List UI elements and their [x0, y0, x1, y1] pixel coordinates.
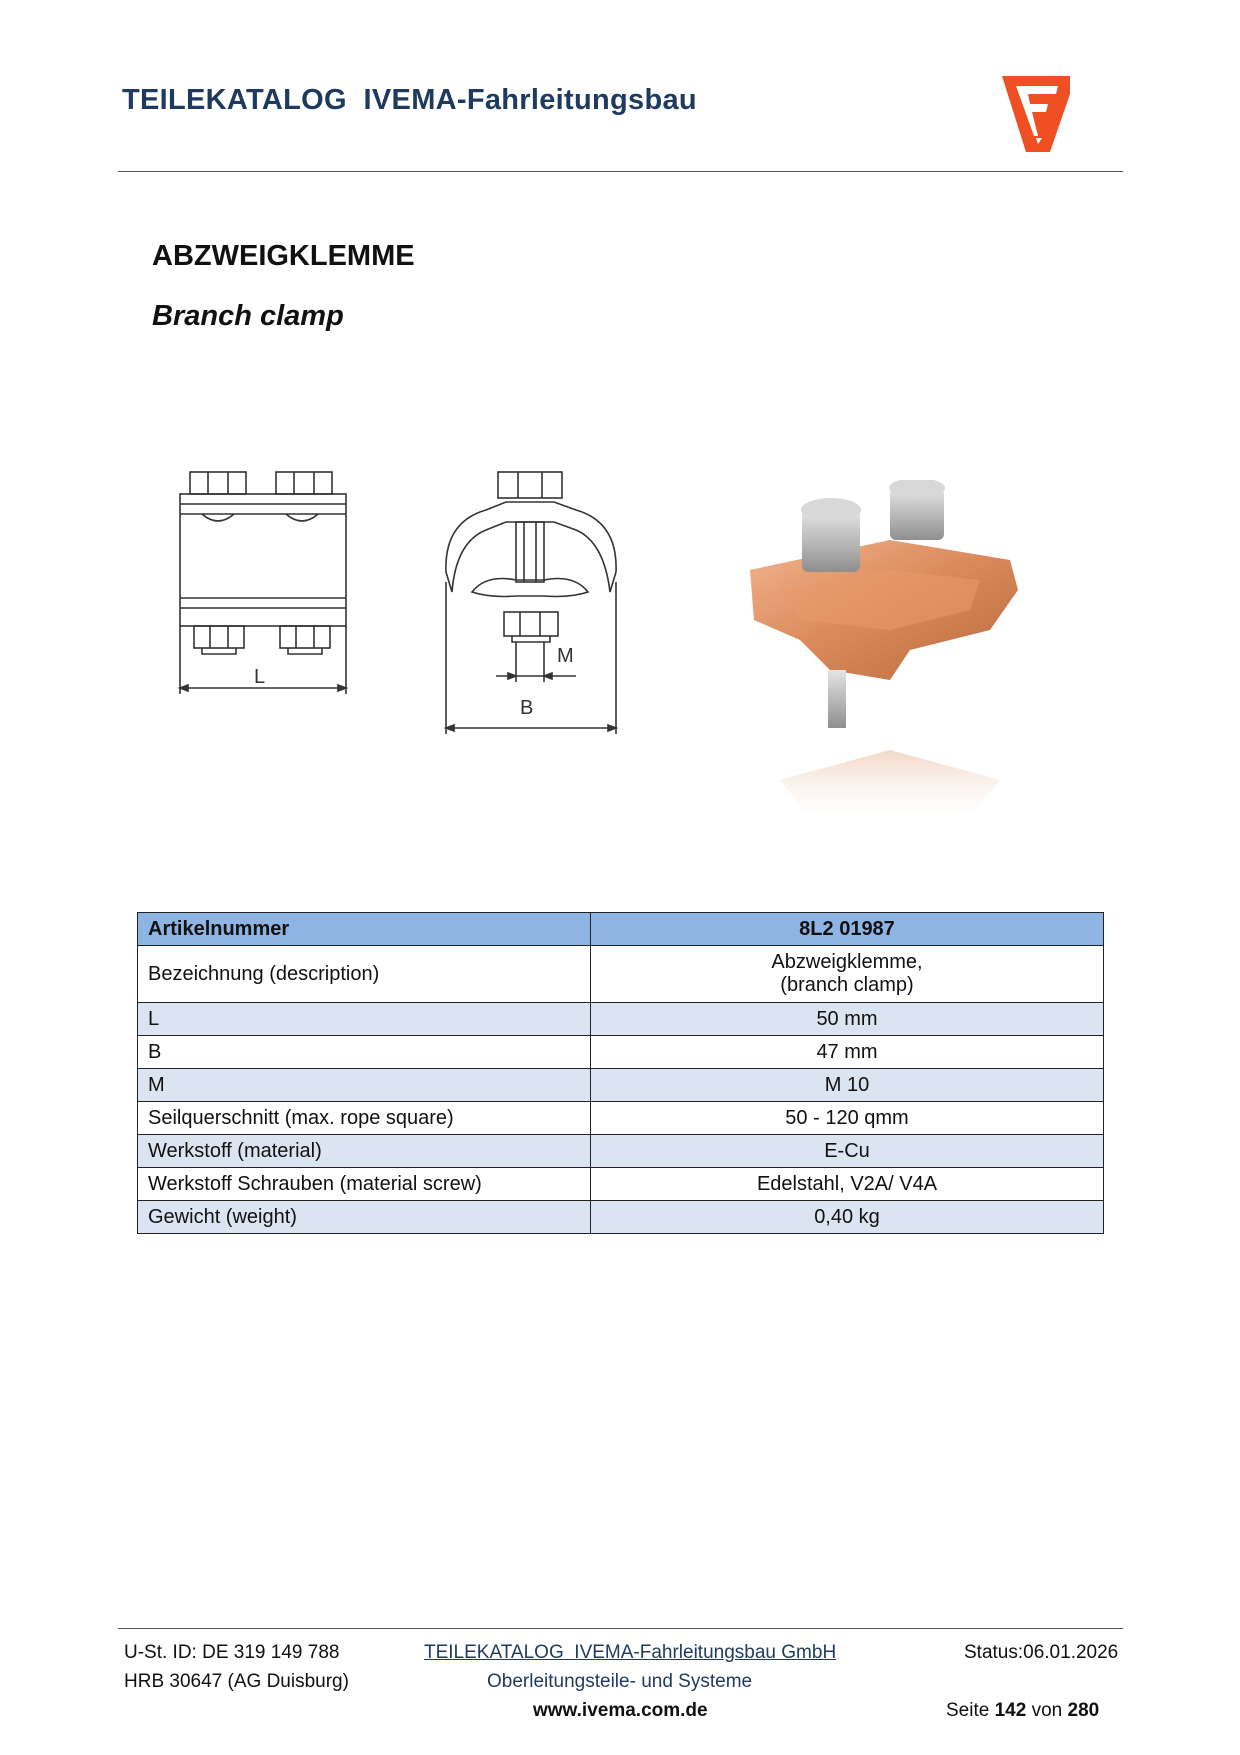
catalog-title: TEILEKATALOG IVEMA-Fahrleitungsbau: [122, 84, 697, 116]
article-number-label: Artikelnummer: [138, 913, 591, 946]
footer-divider: [118, 1628, 1123, 1629]
table-row: [138, 946, 1104, 1003]
row-label: Gewicht (weight): [138, 1201, 591, 1234]
page-prefix: Seite: [946, 1700, 990, 1721]
description-value: [591, 946, 1104, 1003]
dimension-label-m: M: [557, 645, 574, 667]
hrb-number: HRB 30647 (AG Duisburg): [124, 1671, 349, 1692]
dimension-label-b: B: [520, 697, 534, 719]
row-label: M: [138, 1069, 591, 1102]
header-divider: [118, 171, 1123, 172]
product-photo: [740, 480, 1040, 880]
page-current: 142: [994, 1700, 1027, 1721]
description-value-line1: Abzweigklemme,: [771, 951, 923, 973]
status-date: Status:06.01.2026: [964, 1642, 1119, 1663]
table-row: [138, 1036, 1104, 1069]
row-label: Seilquerschnitt (max. rope square): [138, 1102, 591, 1135]
product-title-en: Branch clamp: [152, 300, 344, 332]
ivema-logo: [996, 66, 1076, 158]
page-sep: von: [1031, 1700, 1063, 1721]
spec-table: [137, 912, 1104, 1234]
product-title-de: ABZWEIGKLEMME: [152, 240, 415, 272]
website[interactable]: www.ivema.com.de: [533, 1700, 708, 1721]
table-row: [138, 1102, 1104, 1135]
table-header-row: [138, 913, 1104, 946]
table-row: [138, 1135, 1104, 1168]
catalog-link[interactable]: TEILEKATALOG IVEMA-Fahrleitungsbau GmbH: [424, 1642, 837, 1663]
row-label: Werkstoff Schrauben (material screw): [138, 1168, 591, 1201]
table-row: [138, 1201, 1104, 1234]
dimension-label-l: L: [254, 666, 266, 688]
row-value: 47 mm: [591, 1036, 1104, 1069]
article-number-value: 8L2 01987: [591, 913, 1104, 946]
row-value: 0,40 kg: [591, 1201, 1104, 1234]
footer-subtitle: Oberleitungsteile- und Systeme: [487, 1671, 753, 1692]
table-row: [138, 1003, 1104, 1036]
vat-id: U-St. ID: DE 319 149 788: [124, 1642, 340, 1663]
row-value: E-Cu: [591, 1135, 1104, 1168]
row-value: 50 mm: [591, 1003, 1104, 1036]
table-row: [138, 1069, 1104, 1102]
page-number: [946, 1700, 1099, 1722]
description-value-line2: (branch clamp): [780, 974, 914, 996]
row-value: Edelstahl, V2A/ V4A: [591, 1168, 1104, 1201]
row-value: 50 - 120 qmm: [591, 1102, 1104, 1135]
row-label: L: [138, 1003, 591, 1036]
row-label: B: [138, 1036, 591, 1069]
page-total: 280: [1067, 1700, 1100, 1721]
table-row: [138, 1168, 1104, 1201]
row-value: M 10: [591, 1069, 1104, 1102]
description-label: Bezeichnung (description): [138, 946, 591, 1003]
row-label: Werkstoff (material): [138, 1135, 591, 1168]
